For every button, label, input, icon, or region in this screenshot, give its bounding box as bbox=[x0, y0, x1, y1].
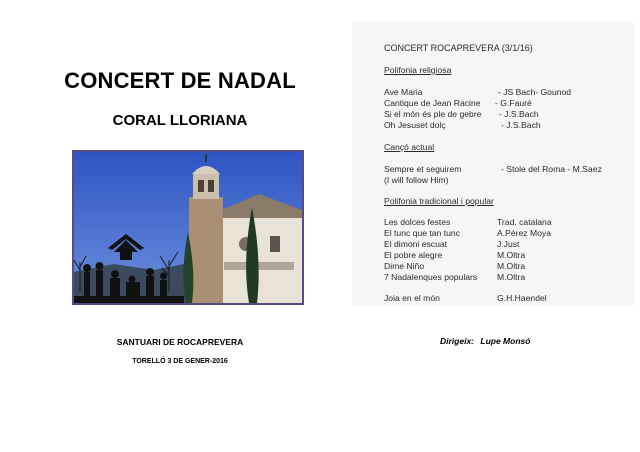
work-title: 7 Nadalenques populars bbox=[384, 272, 478, 282]
list-item bbox=[384, 250, 634, 261]
list-item bbox=[384, 261, 634, 272]
work-title: Joia en el món bbox=[384, 293, 440, 303]
list-item bbox=[384, 217, 634, 228]
list-item bbox=[384, 272, 634, 283]
work-title: Sempre et seguirem bbox=[384, 164, 462, 174]
composer: A.Pérez Moya bbox=[497, 228, 551, 238]
list-item bbox=[384, 293, 634, 304]
program-header: CONCERT ROCAPREVERA (3/1/16) bbox=[384, 43, 533, 53]
list-item bbox=[384, 98, 634, 109]
work-title: (I will follow Him) bbox=[384, 175, 449, 185]
composer: Trad. catalana bbox=[497, 217, 552, 227]
section-title-tradicional: Polifonia tradicional i popular bbox=[384, 196, 494, 206]
work-title: Si el món és ple de gebre bbox=[384, 109, 482, 119]
work-title: El tunc que tan tunc bbox=[384, 228, 460, 238]
list-item bbox=[384, 120, 634, 131]
list-item bbox=[384, 175, 634, 186]
composer: M.Oltra bbox=[497, 261, 526, 271]
work-title: El dimoni escuat bbox=[384, 239, 448, 249]
composer: - J.S.Bach bbox=[501, 120, 541, 130]
church-illustration bbox=[74, 152, 302, 303]
work-title: Cantique de Jean Racine bbox=[384, 98, 481, 108]
composer: - JS Bach- Gounod bbox=[498, 87, 572, 97]
work-title: Dime Niño bbox=[384, 261, 425, 271]
section-title-religiosa: Polifonia religiosa bbox=[384, 65, 452, 75]
work-title: Les dolces festes bbox=[384, 217, 451, 227]
choir-name: CORAL LLORIANA bbox=[112, 112, 248, 129]
work-title: Oh Jesuset dolç bbox=[384, 120, 446, 130]
work-title: Ave Maria bbox=[384, 87, 423, 97]
work-title: El pobre alegre bbox=[384, 250, 443, 260]
composer: M.Oltra bbox=[497, 250, 526, 260]
director-label: Dirigeix: bbox=[440, 336, 475, 346]
composer: - J.S.Bach bbox=[499, 109, 539, 119]
composer: J.Just bbox=[497, 239, 520, 249]
list-item bbox=[384, 109, 634, 120]
church-photo bbox=[72, 150, 304, 305]
event-date: TORELLÓ 3 DE GENER-2016 bbox=[132, 358, 228, 365]
section-title-actual: Cançó actual bbox=[384, 142, 435, 152]
list-item bbox=[384, 239, 634, 250]
program-sheet bbox=[352, 22, 634, 305]
list-item bbox=[384, 164, 634, 175]
concert-title: CONCERT DE NADAL bbox=[64, 68, 296, 93]
composer: G.H.Haendel bbox=[497, 293, 547, 303]
director-line bbox=[440, 336, 640, 346]
composer: - G.Fauré bbox=[495, 98, 532, 108]
venue-name: SANTUARI DE ROCAPREVERA bbox=[116, 337, 244, 347]
director-name: Lupe Monsó bbox=[480, 336, 531, 346]
composer: - Stole del Roma - M.Saez bbox=[501, 164, 602, 174]
list-item bbox=[384, 87, 634, 98]
list-item bbox=[384, 228, 634, 239]
composer: M.Oltra bbox=[497, 272, 526, 282]
